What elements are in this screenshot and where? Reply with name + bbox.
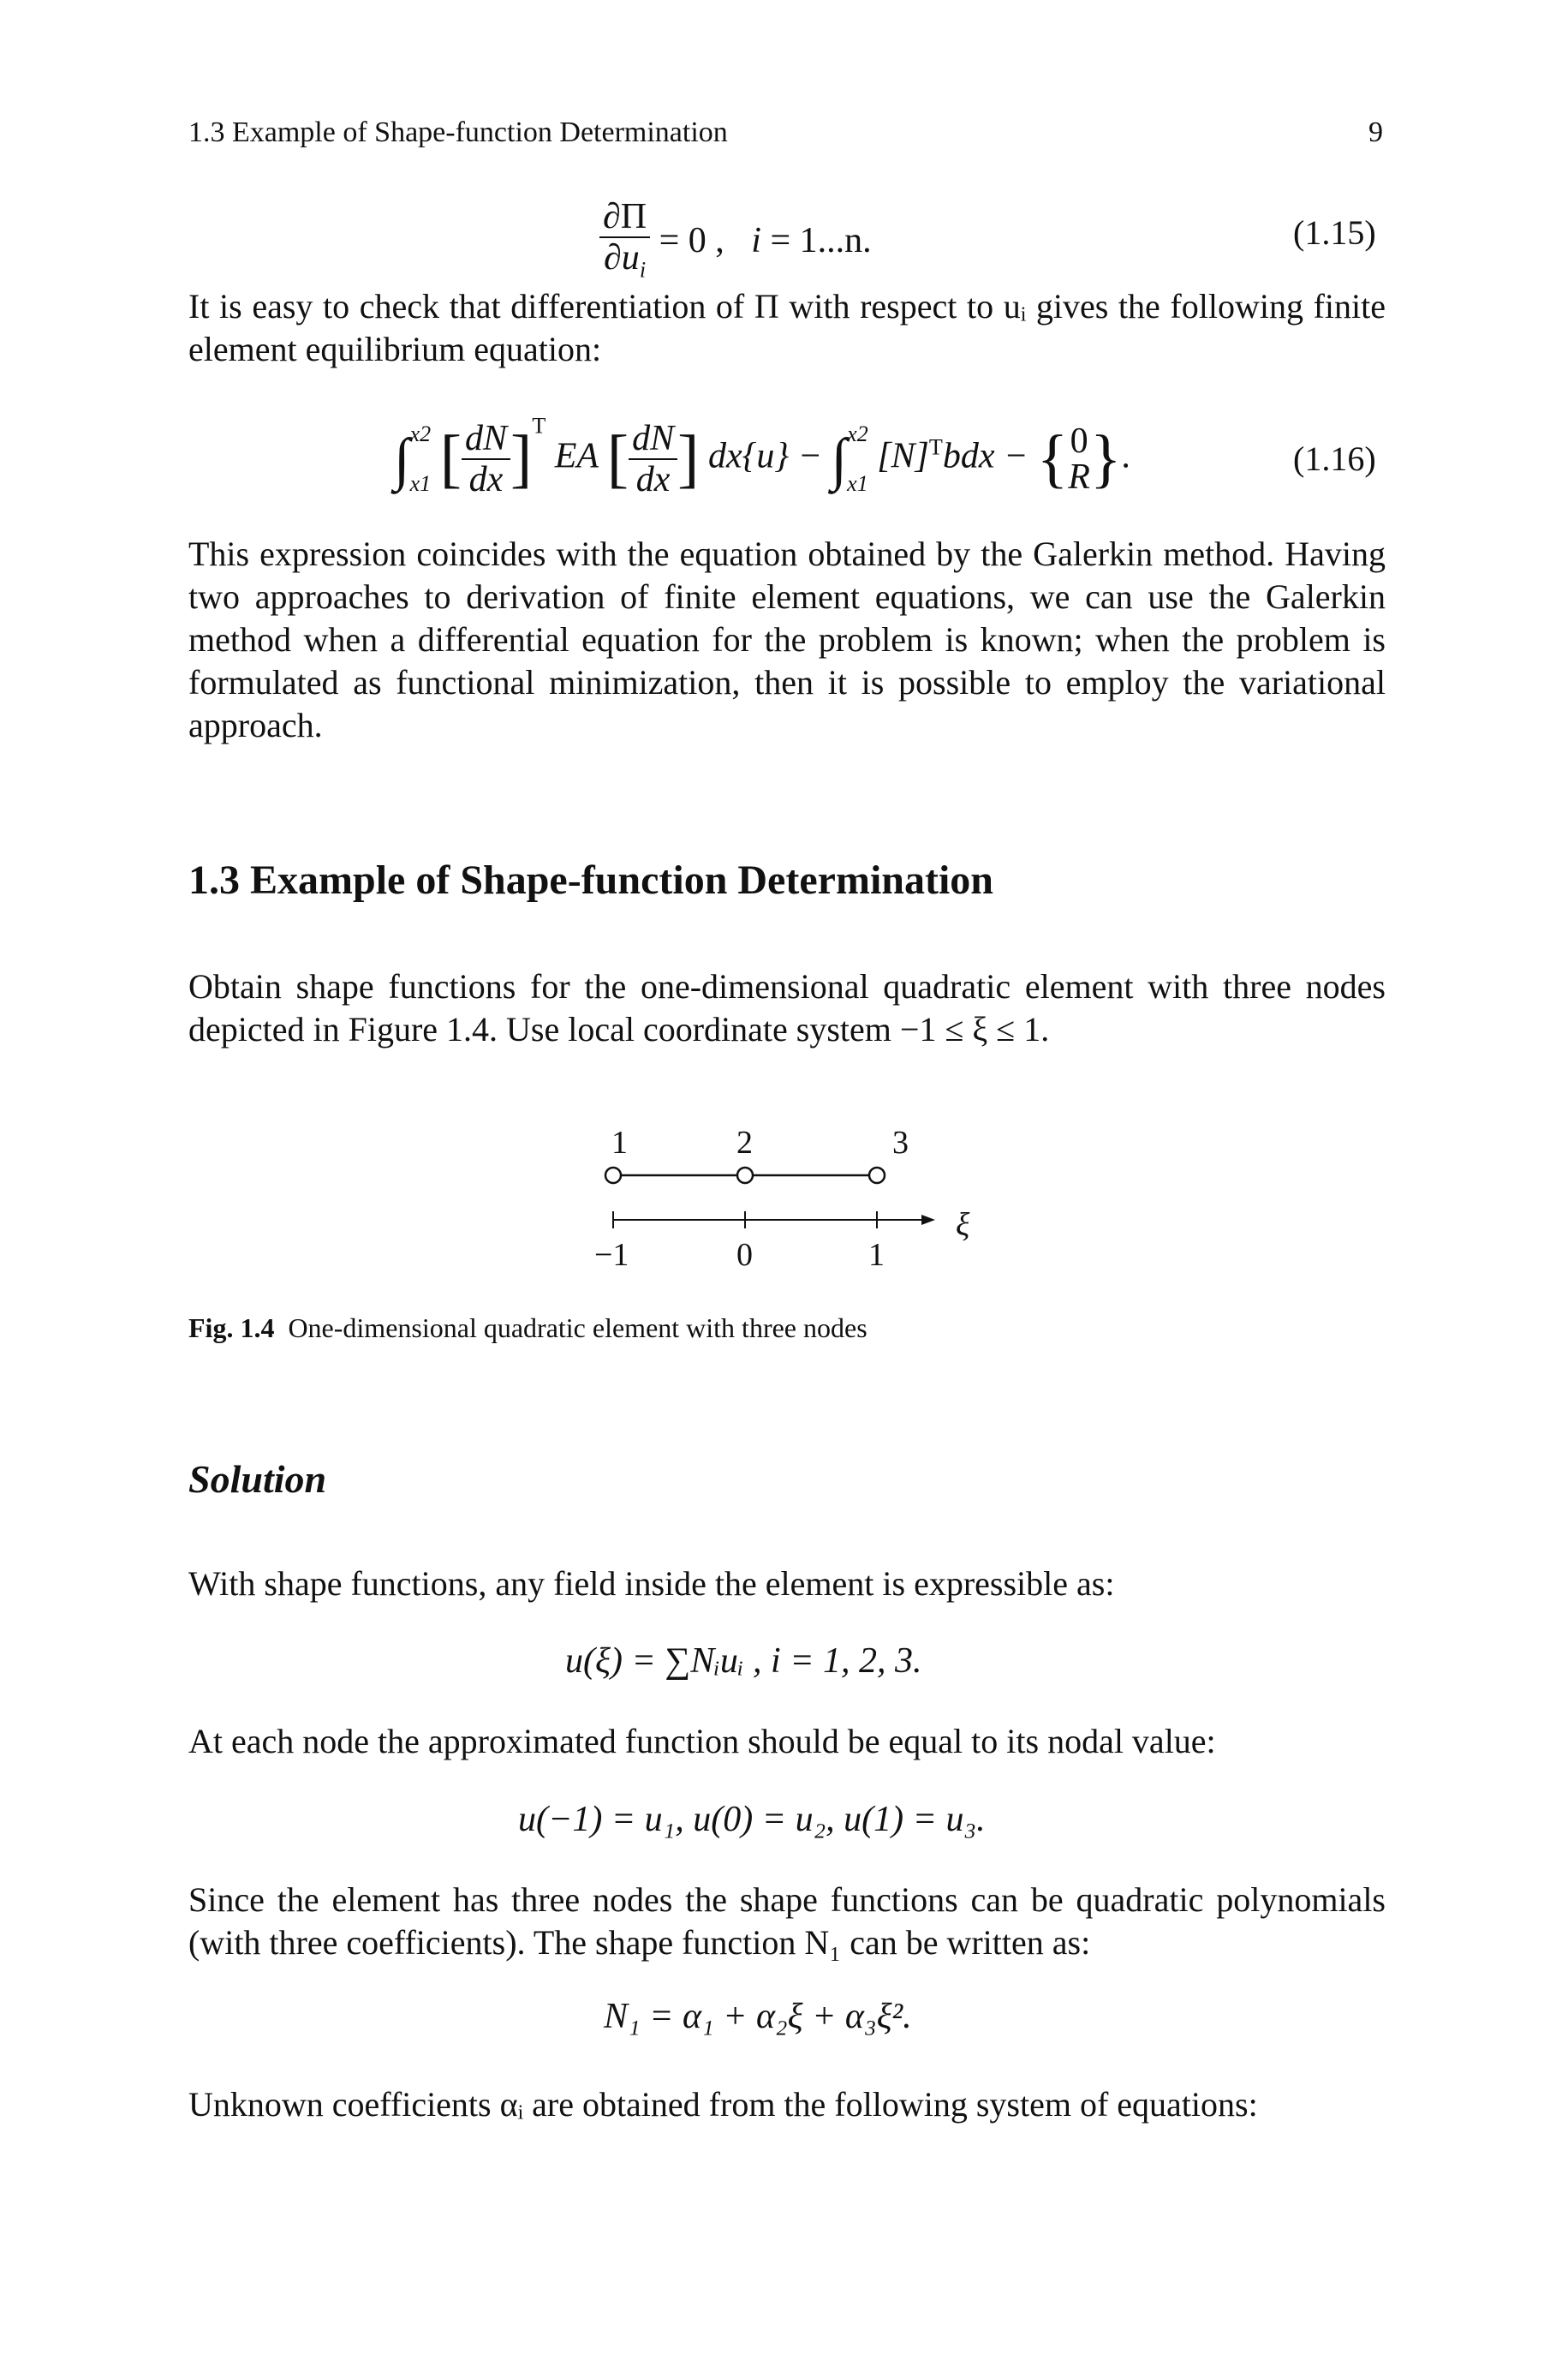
index-range: = 1...n. — [770, 220, 872, 260]
frac1-den: dx — [468, 460, 504, 499]
node-label-2: 2 — [736, 1125, 753, 1161]
frac1-num: dN — [462, 419, 510, 460]
vec-bottom: R — [1068, 457, 1090, 497]
axis-arrow — [921, 1215, 935, 1225]
second-transpose: T — [928, 434, 943, 460]
equation-number-1-16: (1.16) — [1293, 439, 1376, 478]
paragraph-1: It is easy to check that differentiation of Π with respect to uᵢ gives the following finite element equilibrium equation: — [188, 287, 1386, 368]
second-term-after: bdx − — [942, 436, 1028, 476]
frac-denominator: ∂u — [604, 238, 640, 278]
equation-1-15 — [599, 197, 872, 290]
tick-label-minus-1: −1 — [594, 1237, 629, 1273]
node-label-1: 1 — [611, 1125, 628, 1161]
frac-den-sub: i — [639, 257, 647, 283]
int2-lower: x1 — [847, 471, 868, 496]
paragraph-2: This expression coincides with the equation obtained by the Galerkin method. Having two approaches to derivation of finite element equations, we can use the Galerkin method when a differential equation for the problem is known; when the problem is formulated as functional minimization, then it is possible to employ the variational approach. — [188, 535, 1386, 744]
node-label-3: 3 — [892, 1125, 909, 1161]
equation-nodal-values: u(−1) = u₁, u(0) = u₂, u(1) = u₃. — [518, 1800, 986, 1839]
page-number: 9 — [1368, 117, 1383, 148]
caption-text: One-dimensional quadratic element with three nodes — [288, 1312, 867, 1343]
node-1 — [605, 1168, 621, 1183]
after-frac: dx{u} − — [707, 436, 823, 476]
vec-top: 0 — [1070, 421, 1088, 461]
paragraph-3: Obtain shape functions for the one-dimensional quadratic element with three nodes depicted in Figure 1.4. Use local coordinate system −1 ≤ ξ ≤ 1. — [188, 967, 1386, 1049]
frac2-den: dx — [635, 460, 671, 499]
figure-caption — [188, 1312, 867, 1344]
section-title: 1.3 Example of Shape-function Determination — [188, 857, 993, 903]
paragraph-4: With shape functions, any field inside the element is expressible as: — [188, 1564, 1115, 1603]
frac2-num: dN — [629, 419, 677, 460]
tick-label-1: 1 — [868, 1237, 885, 1273]
index-var: i — [751, 220, 761, 260]
frac-numerator: ∂Π — [599, 197, 650, 238]
solution-title: Solution — [188, 1457, 327, 1501]
equation-shape-function-n1: N₁ = α₁ + α₂ξ + α₃ξ². — [604, 1997, 912, 2036]
paragraph-6: Since the element has three nodes the shape functions can be quadratic polynomials (with three coefficients). The shape function N₁ can be written as: — [188, 1880, 1386, 1962]
paragraph-7: Unknown coefficients αᵢ are obtained from the following system of equations: — [188, 2085, 1258, 2124]
tick-label-0: 0 — [736, 1237, 753, 1273]
int-upper: x2 — [409, 421, 432, 446]
equation-field-expansion: u(ξ) = ∑Nᵢuᵢ , i = 1, 2, 3. — [565, 1641, 922, 1681]
int-lower: x1 — [409, 471, 432, 496]
eq-period: . — [1121, 436, 1130, 476]
transpose-mark: T — [532, 413, 546, 439]
figure-1-4 — [582, 1114, 1028, 1294]
equation-number-1-15: (1.15) — [1293, 213, 1376, 252]
node-2 — [737, 1168, 753, 1183]
equation-1-16: ∫ x2 x1 [ $\frac{dN}{dx}$ ]$^T$ EA [ $\frac{dN}{dx}$ ] dx{u} − ∫ x2 x1 $[N]^Tbdx$ − { 0 R }. — [394, 409, 1130, 509]
node-3 — [869, 1168, 885, 1183]
mid-factor: EA — [554, 436, 599, 476]
eq-sign: = 0 , — [659, 220, 724, 260]
running-head: 1.3 Example of Shape-function Determination — [188, 117, 728, 148]
second-term: [N] — [877, 436, 929, 476]
partial-fraction — [599, 197, 650, 290]
int2-upper: x2 — [847, 421, 868, 446]
paragraph-5: At each node the approximated function should be equal to its nodal value: — [188, 1722, 1216, 1760]
caption-label: Fig. 1.4 — [188, 1312, 275, 1343]
axis-label-xi: ξ — [956, 1207, 970, 1243]
